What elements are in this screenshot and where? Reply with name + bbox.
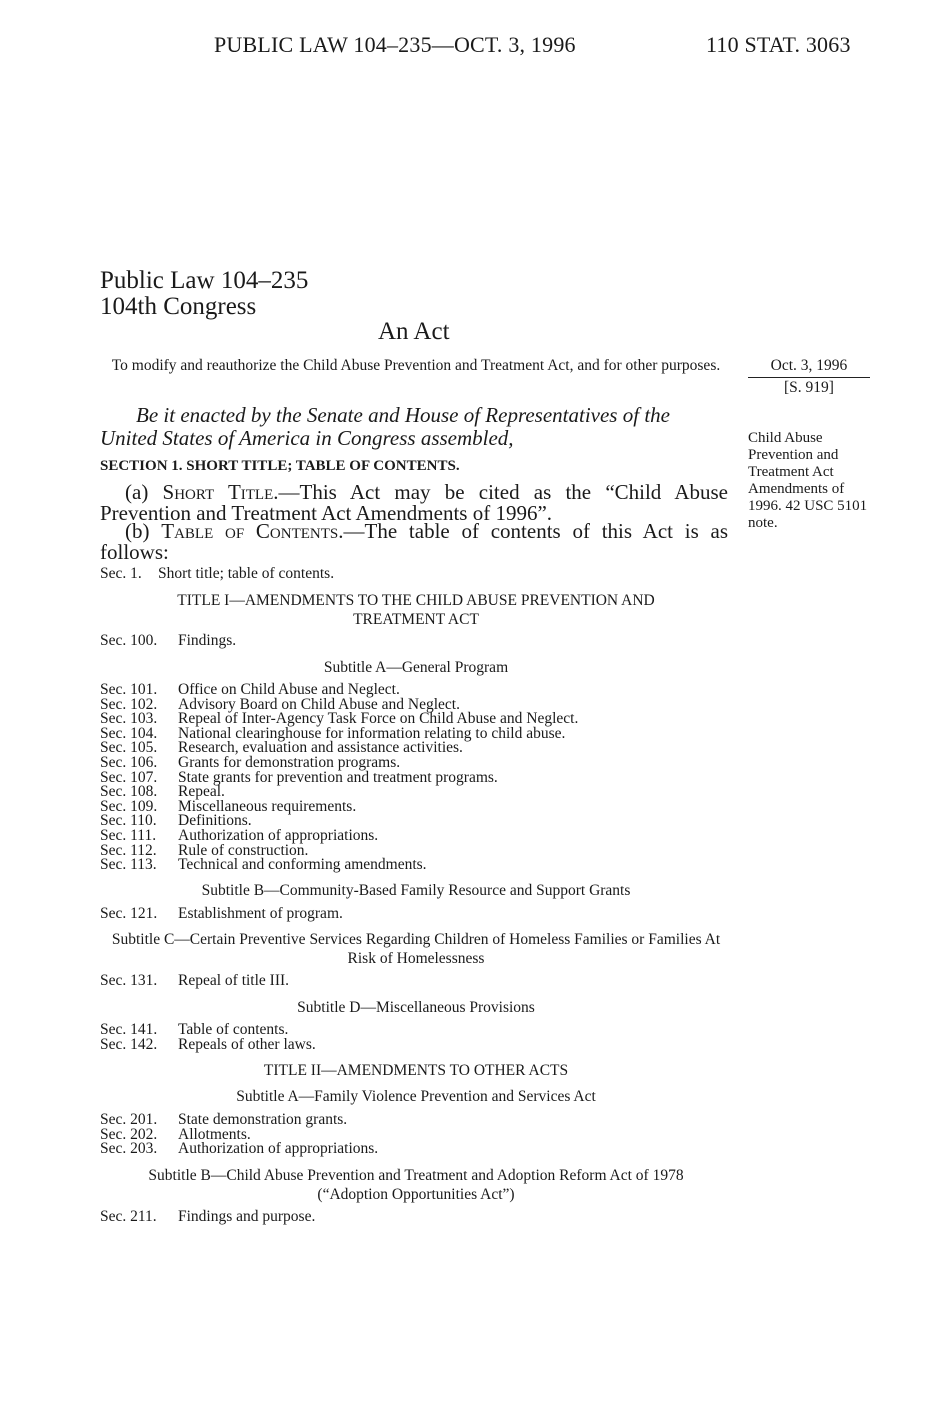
toc-entry: Sec. 110. Definitions. (100, 812, 252, 830)
toc-entry: Sec. 102. Advisory Board on Child Abuse and Neglect. (100, 695, 460, 713)
toc-entry: Sec. 113. Technical and conforming amendments. (100, 856, 427, 874)
toc-entry: Sec. 103. Repeal of Inter-Agency Task Force on Child Abuse and Neglect. (100, 710, 579, 728)
toc-subtitle-b: Subtitle B—Community-Based Family Resource and Support Grants (201, 882, 631, 899)
toc-t2-subtitle-b: Subtitle B—Child Abuse Prevention and Treatment and Adoption Reform Act of 1978 (“Adoption Opportunities Act”) (148, 1167, 684, 1203)
date-rule (748, 377, 870, 378)
toc-entry: Sec. 111. Authorization of appropriations. (100, 827, 379, 844)
toc-t2-subtitle-a: Subtitle A—Family Violence Prevention and Services Act (236, 1088, 596, 1105)
running-header-page: 110 STAT. 3063 (706, 32, 851, 57)
toc-subtitle-d: Subtitle D—Miscellaneous Provisions (297, 999, 535, 1016)
toc-entry: Sec. 112. Rule of construction. (100, 841, 309, 859)
toc-entry: Sec. 141. Table of contents. (100, 1021, 289, 1038)
enactment-date: Oct. 3, 1996 (770, 357, 848, 374)
toc-entry: Sec. 203. Authorization of appropriations. (100, 1140, 379, 1158)
toc-entry: Sec. 131. Repeal of title III. (100, 972, 290, 989)
bill-number: [S. 919] (784, 379, 834, 396)
margin-side-note: Child Abuse Prevention and Treatment Act Amendments of 1996. 42 USC 5101 note. (748, 430, 868, 531)
toc-entry: Sec. 108. Repeal. (100, 783, 225, 801)
act-heading: An Act (378, 318, 450, 345)
subsection-b: (b) Table of Contents.—The table of contents of this Act is as follows: (100, 519, 728, 564)
toc-entry: Sec. 201. State demonstration grants. (100, 1111, 348, 1128)
toc-entry: Sec. 107. State grants for prevention and treatment programs. (100, 768, 498, 786)
toc-entry: Sec. 104. National clearinghouse for information relating to child abuse. (100, 724, 566, 742)
toc-entry: Sec. 109. Miscellaneous requirements. (100, 797, 357, 815)
toc-entry: Sec. 211. Findings and purpose. (100, 1208, 316, 1225)
running-header-left: PUBLIC LAW 104–235—OCT. 3, 1996 (214, 32, 576, 57)
toc-entry: Sec. 101. Office on Child Abuse and Neglect. (100, 681, 400, 698)
toc-subtitle-a: Subtitle A—General Program (323, 659, 509, 676)
toc-entry: Sec. 202. Allotments. (100, 1125, 251, 1143)
toc-entry: Sec. 121. Establishment of program. (100, 905, 343, 922)
subsection-a: (a) Short Title.—This Act may be cited as the “Child Abuse Prevention and Treatment Act Amendments of 1996”. (100, 480, 729, 525)
act-purpose: To modify and reauthorize the Child Abuse Prevention and Treatment Act, and for other purposes. (111, 357, 721, 374)
congress-label: 104th Congress (100, 293, 257, 320)
margin-date-block (748, 357, 870, 397)
toc-entry: Sec. 142. Repeals of other laws. (100, 1035, 316, 1053)
toc-entry: Sec. 106. Grants for demonstration programs. (100, 754, 401, 771)
toc-entry: Sec. 105. Research, evaluation and assistance activities. (100, 739, 463, 757)
toc-entry: Sec. 100. Findings. (100, 632, 237, 649)
enacting-clause: Be it enacted by the Senate and House of Representatives of the United States of America in Congress assembled, (100, 403, 670, 450)
section-1-heading: SECTION 1. SHORT TITLE; TABLE OF CONTENTS. (100, 458, 460, 474)
toc-title-2: TITLE II—AMENDMENTS TO OTHER ACTS (263, 1062, 569, 1079)
toc-subtitle-c: Subtitle C—Certain Preventive Services Regarding Children of Homeless Families or Families At Risk of Homelessness (111, 931, 721, 967)
toc-title-1: TITLE I—AMENDMENTS TO THE CHILD ABUSE PREVENTION AND TREATMENT ACT (177, 592, 655, 628)
public-law-number: Public Law 104–235 (100, 267, 309, 294)
toc-entry: Sec. 1. Short title; table of contents. (100, 565, 335, 582)
